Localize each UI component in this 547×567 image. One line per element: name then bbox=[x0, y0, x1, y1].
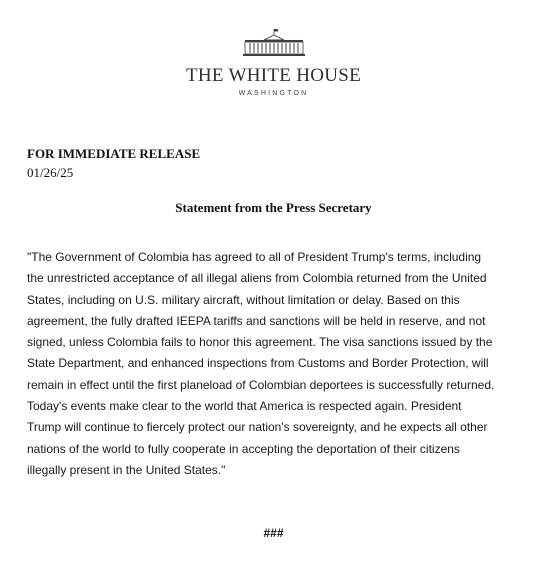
end-mark: ### bbox=[263, 526, 284, 540]
org-location: WASHINGTON bbox=[238, 90, 309, 97]
release-date: 01/26/25 bbox=[27, 165, 74, 180]
release-label: FOR IMMEDIATE RELEASE bbox=[27, 146, 201, 161]
statement-body: "The Government of Colombia has agreed to all of President Trump's terms, including the unrestricted acceptance of all illegal aliens from Colombia returned from the United States, including on U.S. military aircraft, without limitation or delay. Based on this agreement, the fully drafted IEEPA tariffs and sanctions will be held in reserve, and not signed, unless Colombia fails to honor this agreement. The visa sanctions issued by the State Department, and enhanced inspections from Customs and Border Protection, will remain in effect until the first planeload of Colombian deportees is successfully returned. Today's events make clear to the world that America is respected again. President Trump will continue to fiercely protect our nation's sovereignty, and he expects all other nations of the world to fully cooperate in accepting the deportation of their citizens illegally present in the United States." bbox=[27, 250, 495, 477]
letterhead bbox=[0, 28, 547, 97]
statement-title: Statement from the Press Secretary bbox=[175, 200, 372, 215]
org-name: THE WHITE HOUSE bbox=[185, 65, 362, 86]
white-house-building-icon bbox=[242, 28, 306, 58]
